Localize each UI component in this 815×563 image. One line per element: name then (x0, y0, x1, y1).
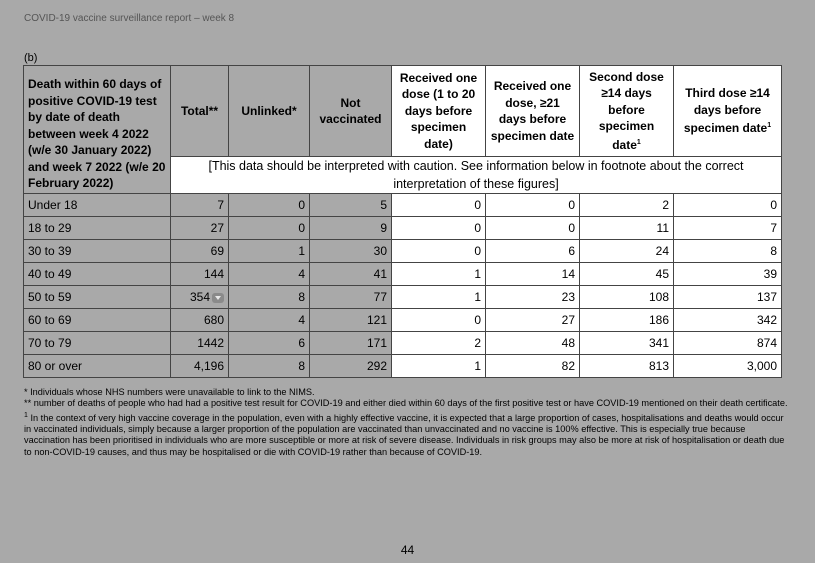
table-cell (310, 355, 392, 378)
cell-value: 1 (474, 267, 481, 281)
cell-value: 2 (474, 336, 481, 350)
column-header-unlinked: Unlinked* (229, 66, 310, 157)
cell-value: 7 (217, 198, 224, 212)
cell-value: 9 (380, 221, 387, 235)
row-label: 18 to 29 (24, 217, 171, 240)
cell-value: 171 (366, 336, 387, 350)
table-cell (486, 194, 580, 217)
table-cell (674, 263, 782, 286)
column-header-second-dose-superscript: 1 (636, 138, 641, 146)
cell-value: 342 (756, 313, 777, 327)
footnote-1 (24, 410, 792, 458)
table-cell (486, 240, 580, 263)
table-cell (392, 309, 486, 332)
deaths-table (23, 65, 782, 378)
table-cell (310, 286, 392, 309)
table-cell (310, 240, 392, 263)
table-cell (580, 217, 674, 240)
footnote-1-marker: 1 (24, 411, 28, 419)
table-cell (674, 355, 782, 378)
cell-value: 874 (756, 336, 777, 350)
column-header-third-dose-label: Third dose ≥14 days before specimen date (683, 86, 770, 136)
row-label: 80 or over (24, 355, 171, 378)
cell-value: 39 (763, 267, 777, 281)
cell-value: 137 (756, 290, 777, 304)
table-cell (674, 332, 782, 355)
table-row (24, 217, 782, 240)
table-cell (310, 309, 392, 332)
cell-value: 292 (366, 359, 387, 373)
column-header-one-dose-1-20: Received one dose (1 to 20 days before specimen date) (392, 66, 486, 157)
table-corner-header: Death within 60 days of positive COVID-19 test by date of death between week 4 2022 (w/e 30 January 2022) and week 7 2022 (w/e 20 February 2022) (24, 66, 171, 194)
table-cell (580, 309, 674, 332)
cell-value: 0 (568, 198, 575, 212)
table-cell (229, 263, 310, 286)
table-cell (392, 286, 486, 309)
table-row (24, 309, 782, 332)
table-cell (580, 355, 674, 378)
table-cell (310, 332, 392, 355)
cell-value: 4,196 (193, 359, 224, 373)
table-cell (229, 355, 310, 378)
cell-value: 0 (474, 244, 481, 258)
cell-value: 680 (203, 313, 224, 327)
table-cell (229, 240, 310, 263)
footnote-unlinked: * Individuals whose NHS numbers were unavailable to link to the NIMS. (24, 387, 315, 397)
table-row (24, 263, 782, 286)
table-cell (580, 194, 674, 217)
footnotes (24, 387, 792, 458)
table-cell (171, 332, 229, 355)
column-header-second-dose (580, 66, 674, 157)
table-cell (486, 217, 580, 240)
cell-value: 1442 (197, 336, 224, 350)
comment-flag-icon[interactable] (212, 293, 224, 303)
table-row (24, 332, 782, 355)
table-cell (171, 240, 229, 263)
table-cell (229, 309, 310, 332)
row-label: 40 to 49 (24, 263, 171, 286)
footnote-total: ** number of deaths of people who had had a positive test result for COVID-19 and either died within 60 days of the first positive test or have COVID-19 mentioned on their death certificate. (24, 398, 788, 409)
table-cell (392, 194, 486, 217)
table-cell (486, 355, 580, 378)
table-cell (171, 286, 229, 309)
table-row (24, 240, 782, 263)
cell-value: 0 (298, 221, 305, 235)
table-cell (674, 217, 782, 240)
cell-value: 4 (298, 313, 305, 327)
column-header-one-dose-21plus: Received one dose, ≥21 days before specimen date (486, 66, 580, 157)
table-cell (229, 217, 310, 240)
cell-value: 23 (561, 290, 575, 304)
table-cell (229, 194, 310, 217)
table-cell (674, 240, 782, 263)
table-cell (580, 286, 674, 309)
cell-value: 14 (561, 267, 575, 281)
table-cell (580, 332, 674, 355)
footnote-1-text: In the context of very high vaccine coverage in the population, even with a highly effective vaccine, it is expected that a large proportion of cases, hospitalisations and deaths would occur in vaccinated individuals, simply because a larger proportion of the population are vaccinated than unvaccinated and no vaccine is 100% effective. This is especially true because vaccination has been prioritised in individuals who are more susceptible or more at risk of severe disease. Individuals in risk groups may also be more at risk of hospitalisation or death due to non-COVID-19 causes, and thus may be hospitalised or die with COVID-19 rather than because of COVID-19. (24, 412, 785, 457)
cell-value: 45 (655, 267, 669, 281)
cell-value: 3,000 (746, 359, 777, 373)
cell-value: 2 (662, 198, 669, 212)
cell-value: 341 (648, 336, 669, 350)
table-cell (392, 217, 486, 240)
page-number: 44 (400, 543, 415, 557)
table-cell (171, 263, 229, 286)
running-header: COVID-19 vaccine surveillance report – week 8 (24, 13, 235, 24)
cell-value: 1 (474, 359, 481, 373)
table-cell (486, 286, 580, 309)
cell-value: 1 (474, 290, 481, 304)
cell-value: 0 (474, 221, 481, 235)
table-cell (310, 217, 392, 240)
cell-value: 27 (210, 221, 224, 235)
cell-value: 48 (561, 336, 575, 350)
cell-value: 108 (648, 290, 669, 304)
row-label: Under 18 (24, 194, 171, 217)
table-row (24, 355, 782, 378)
row-label: 50 to 59 (24, 286, 171, 309)
row-label: 60 to 69 (24, 309, 171, 332)
cell-value: 4 (298, 267, 305, 281)
table-cell (392, 263, 486, 286)
cell-value: 0 (298, 198, 305, 212)
cell-value: 121 (366, 313, 387, 327)
cell-value: 27 (561, 313, 575, 327)
table-body (24, 194, 782, 378)
table-cell (486, 332, 580, 355)
table-cell (392, 355, 486, 378)
column-header-total: Total** (171, 66, 229, 157)
table-cell (580, 263, 674, 286)
table-row (24, 286, 782, 309)
table-cell (580, 240, 674, 263)
table-cell (171, 309, 229, 332)
cell-value: 41 (373, 267, 387, 281)
cell-value: 1 (298, 244, 305, 258)
row-label: 70 to 79 (24, 332, 171, 355)
cell-value: 77 (373, 290, 387, 304)
table-cell (310, 194, 392, 217)
cell-value: 144 (203, 267, 224, 281)
table-row (24, 194, 782, 217)
table-cell (674, 194, 782, 217)
caution-note: [This data should be interpreted with caution. See information below in footnote about the correct interpretation of these figures] (171, 157, 782, 194)
table-cell (392, 240, 486, 263)
row-label: 30 to 39 (24, 240, 171, 263)
section-label: (b) (24, 52, 38, 64)
cell-value: 0 (474, 313, 481, 327)
cell-value: 8 (298, 359, 305, 373)
table-cell (486, 309, 580, 332)
column-header-not-vaccinated: Not vaccinated (310, 66, 392, 157)
cell-value: 7 (770, 221, 777, 235)
cell-value: 8 (298, 290, 305, 304)
cell-value: 8 (770, 244, 777, 258)
cell-value: 0 (770, 198, 777, 212)
cell-value: 6 (298, 336, 305, 350)
cell-value: 24 (655, 244, 669, 258)
table-cell (171, 194, 229, 217)
cell-value: 0 (568, 221, 575, 235)
table-cell (229, 286, 310, 309)
cell-value: 5 (380, 198, 387, 212)
cell-value: 186 (648, 313, 669, 327)
column-header-second-dose-label: Second dose ≥14 days before specimen date (589, 69, 664, 152)
column-header-third-dose-superscript: 1 (767, 122, 772, 130)
table-cell (674, 309, 782, 332)
cell-value: 6 (568, 244, 575, 258)
cell-value: 0 (474, 198, 481, 212)
column-header-third-dose (674, 66, 782, 157)
table-cell (229, 332, 310, 355)
table-cell (171, 355, 229, 378)
table-cell (674, 286, 782, 309)
cell-value: 69 (210, 244, 224, 258)
table-cell (310, 263, 392, 286)
table-cell (486, 263, 580, 286)
cell-value: 813 (648, 359, 669, 373)
cell-value: 30 (373, 244, 387, 258)
cell-value: 11 (656, 221, 669, 235)
cell-value: 354 (189, 290, 210, 304)
table-cell (392, 332, 486, 355)
cell-value: 82 (561, 359, 575, 373)
table-cell (171, 217, 229, 240)
